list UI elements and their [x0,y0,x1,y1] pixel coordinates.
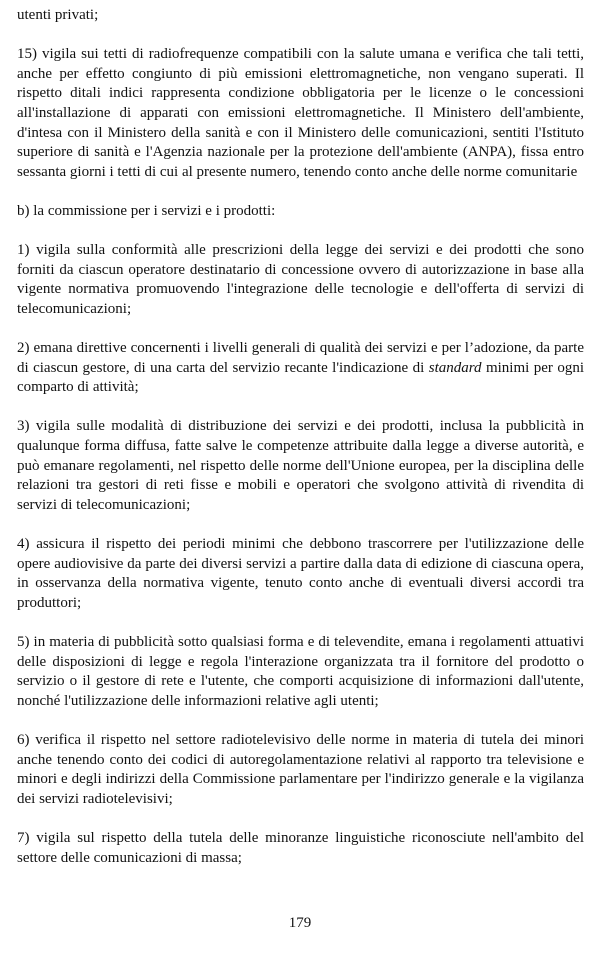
paragraph-item-2 [17,339,584,398]
paragraph-section-b-heading: b) la commissione per i servizi e i prodotti: [17,202,276,219]
paragraph-utenti-privati: utenti privati; [17,7,99,23]
paragraph-item-5: 5) in materia di pubblicità sotto qualsiasi forma e di televendite, emana i regolamenti attuativi delle disposizioni di legge e regola l'interazione organizzata tra il fornitore del prodotto o servizio o il gestore di rete e l'utente, che comporti acquisizione di informazioni dall'utente, nonché l'utilizzazione delle informazioni relative agli utenti; [17,634,584,709]
paragraph-item-2-italic-word: standard [428,359,482,376]
paragraph-item-2-text-after: minimi per ogni comparto di attività; [17,359,584,396]
paragraph-item-15: 15) vigila sui tetti di radiofrequenze compatibili con la salute umana e verifica che tali tetti, anche per effetto congiunto di più emissioni elettromagnetiche, non vengano superati. Il rispetto ditali indici rappresenta condizione obbligatoria per le licenze o le concessioni all'installazione di apparati con emissioni elettromagnetiche. Il Ministero dell'ambiente, d'intesa con il Ministero della sanità e con il Ministero delle comunicazioni, sentiti l'Istituto superiore di sanità e l'Agenzia nazionale per la protezione dell'ambiente (ANPA), fissa entro sessanta giorni i tetti di cui al presente numero, tenendo conto anche delle norme comunitarie [17,46,584,180]
paragraph-item-7: 7) vigila sul rispetto della tutela delle minoranze linguistiche riconosciute nell'ambito del settore delle comunicazioni di massa; [17,829,584,866]
paragraph-item-3: 3) vigila sulle modalità di distribuzione dei servizi e dei prodotti, inclusa la pubblicità in qualunque forma diffusa, fatte salve le competenze attribuite dalla legge a diverse autorità, e può emanare regolamenti, nel rispetto delle norme dell'Unione europea, per la disciplina delle relazioni tra gestori di reti fisse e mobili e operatori che svolgono attività di rivendita di servizi di telecomunicazioni; [17,418,584,513]
paragraph-item-6: 6) verifica il rispetto nel settore radiotelevisivo delle norme in materia di tutela dei minori anche tenendo conto dei codici di autoregolamentazione relativi al rapporto tra televisione e minori e degli indirizzi della Commissione parlamentare per l'indirizzo generale e la vigilanza dei servizi radiotelevisivi; [17,731,584,807]
page-number: 179 [288,915,312,931]
paragraph-item-1: 1) vigila sulla conformità alle prescrizioni della legge dei servizi e dei prodotti che sono forniti da ciascun operatore destinatario di concessione ovvero di autorizzazione in base alla vigente normativa promuovendo l'integrazione delle tecnologie e dell'offerta di servizi di telecomunicazioni; [17,242,584,317]
document-body [17,6,584,868]
paragraph-item-2-text-before: 2) emana direttive concernenti i livelli generali di qualità dei servizi e per l’adozione, da parte di ciascun gestore, di una carta del servizio recante l'indicazione di [17,340,584,376]
paragraph-item-4: 4) assicura il rispetto dei periodi minimi che debbono trascorrere per l'utilizzazione delle opere audiovisive da parte dei diversi servizi a partire dalla data di edizione di ciascuna opera, in osservanza della normativa vigente, tenuto conto anche di eventuali diversi accordi tra produttori; [17,536,584,611]
